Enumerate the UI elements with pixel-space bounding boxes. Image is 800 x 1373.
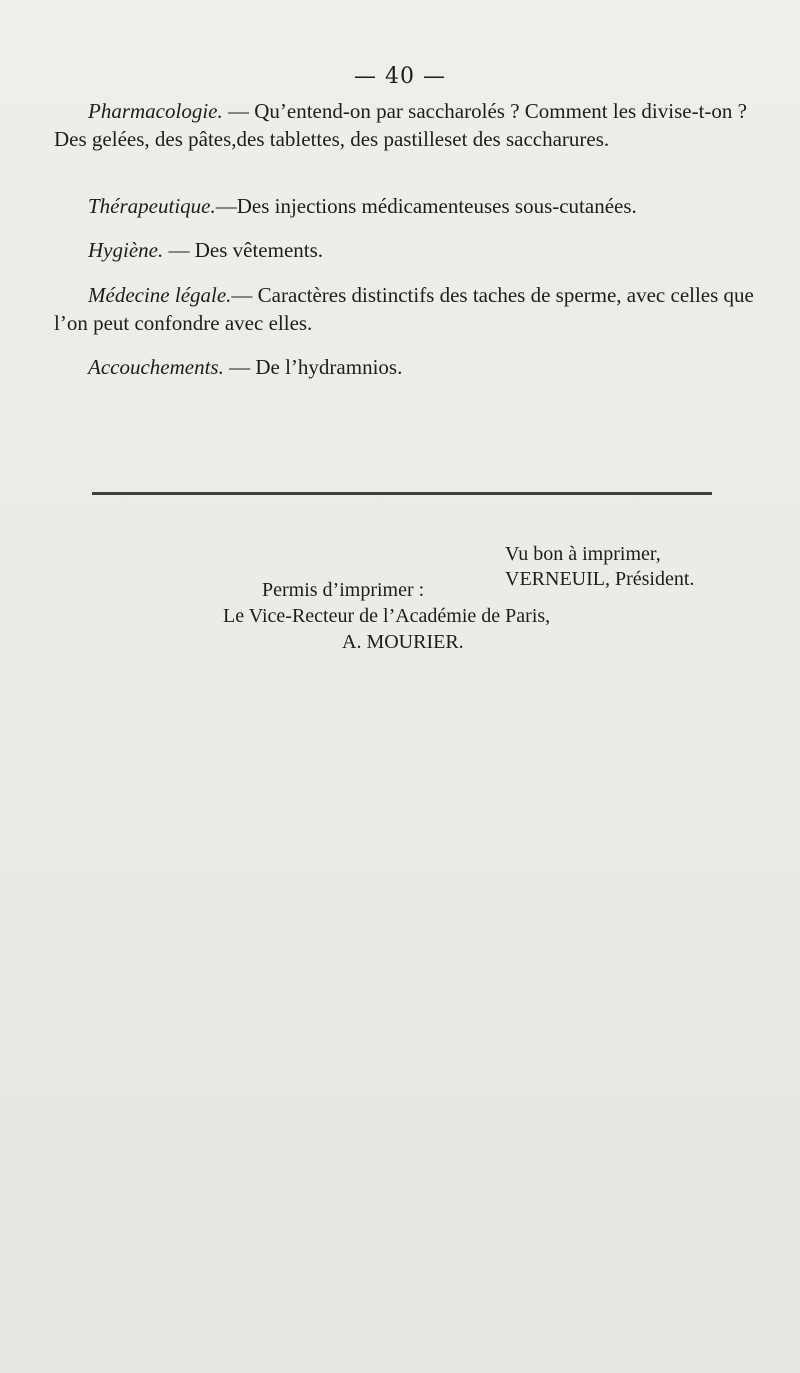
section-text-hygiene: — Des vêtements. (163, 238, 324, 262)
horizontal-rule (92, 492, 712, 495)
paragraph-accouchements (54, 353, 754, 381)
approval-line: Vu bon à imprimer, (505, 543, 661, 565)
section-heading-pharmacologie: Pharmacologie. (88, 99, 223, 123)
section-heading-hygiene: Hygiène. (88, 238, 164, 262)
section-heading-medecine-legale: Médecine légale. (88, 283, 232, 307)
vice-rector-line: Le Vice-Recteur de l’Académie de Paris, (223, 605, 551, 627)
print-permit-line: Permis d’imprimer : (262, 579, 425, 601)
vice-rector-signature: A. MOURIER. (342, 631, 464, 653)
paragraph-medecine-legale (54, 281, 754, 337)
paragraph-therapeutique (54, 192, 754, 220)
paragraph-pharmacologie (54, 97, 754, 153)
section-heading-therapeutique: Thérapeutique. (88, 194, 216, 218)
paragraph-hygiene (54, 236, 754, 264)
president-signature: VERNEUIL, Président. (505, 568, 695, 590)
section-heading-accouchements: Accouchements. (88, 355, 224, 379)
section-text-medecine-legale: — Caractères distinctifs des taches de sperme, avec celles que l’on peut confondre avec elles. (54, 283, 754, 335)
section-text-therapeutique: —Des injections médicamenteuses sous-cutanées. (215, 194, 637, 218)
page-number: — 40 — (354, 64, 446, 89)
section-text-pharmacologie: — Qu’entend-on par saccharolés ? Comment les divise-t-on ? Des gelées, des pâtes,des tablettes, des pastilleset des saccharures. (54, 99, 747, 151)
section-text-accouchements: — De l’hydramnios. (223, 355, 403, 379)
